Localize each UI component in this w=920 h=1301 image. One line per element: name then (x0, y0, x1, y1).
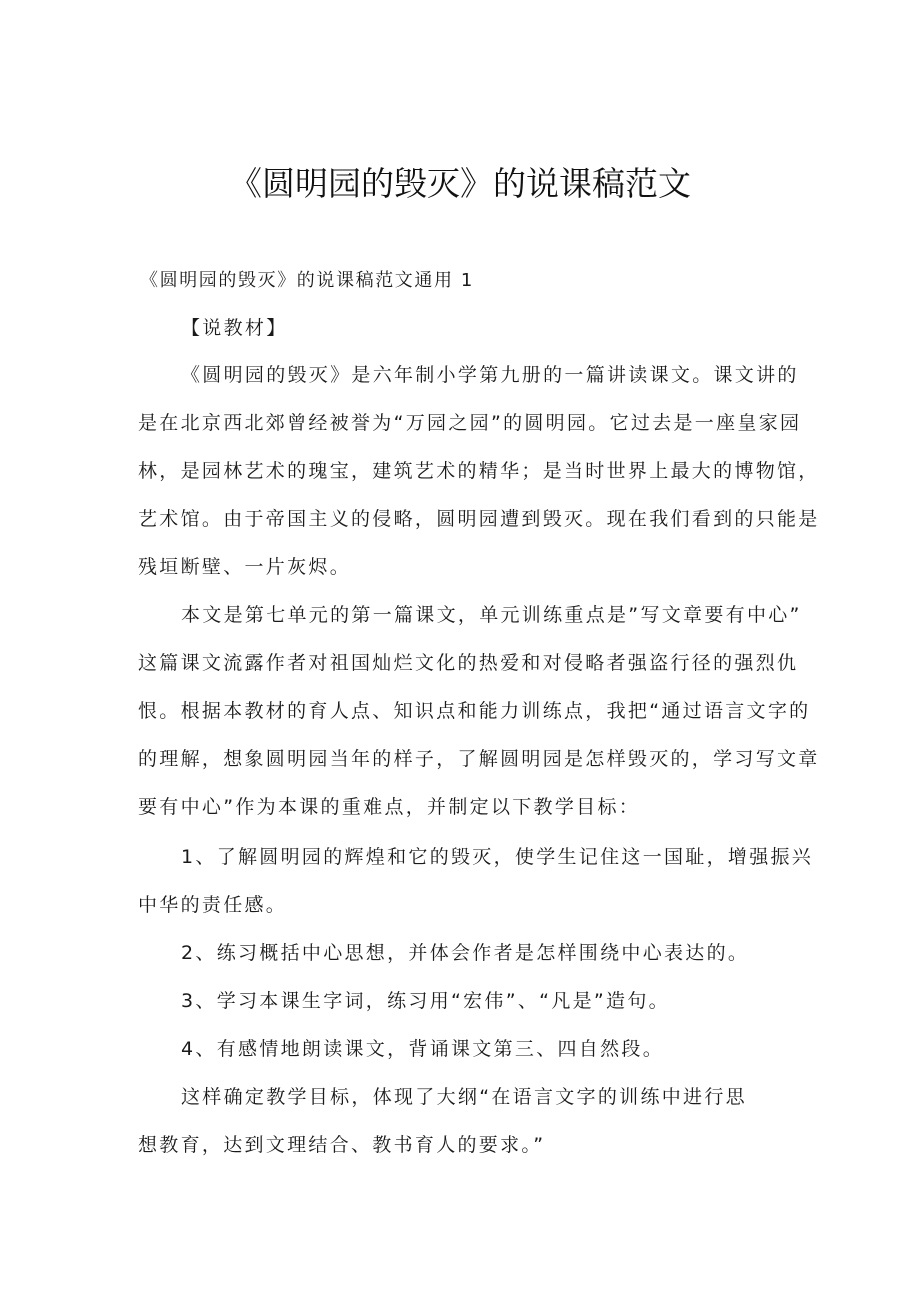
paragraph-line: 要有中心”作为本课的重难点，并制定以下教学目标： (138, 796, 641, 818)
paragraph-line: 《圆明园的毁灭》是六年制小学第九册的一篇讲读课文。课文讲的 (181, 364, 799, 386)
goal-item: 1、了解圆明园的辉煌和它的毁灭，使学生记住这一国耻，增强振兴 (181, 846, 814, 868)
paragraph-line: 艺术馆。由于帝国主义的侵略，圆明园遭到毁灭。现在我们看到的只能是 (138, 508, 820, 530)
paragraph-line: 本文是第七单元的第一篇课文，单元训练重点是”写文章要有中心” (181, 604, 802, 626)
goal-item: 2、练习概括中心思想，并体会作者是怎样围绕中心表达的。 (181, 942, 750, 964)
goal-item: 3、学习本课生字词，练习用“宏伟”、“凡是”造句。 (181, 990, 670, 1012)
goal-item: 4、有感情地朗读课文，背诵课文第三、四自然段。 (181, 1038, 664, 1060)
paragraph-line: 恨。根据本教材的育人点、知识点和能力训练点，我把“通过语言文字的 (138, 700, 811, 722)
paragraph-line: 这篇课文流露作者对祖国灿烂文化的热爱和对侵略者强盗行径的强烈仇 (138, 652, 799, 674)
paragraph-line: 想教育，达到文理结合、教书育人的要求。” (138, 1134, 546, 1156)
paragraph-line: 中华的责任感。 (138, 894, 288, 916)
paragraph-line: 林，是园林艺术的瑰宝，建筑艺术的精华；是当时世界上最大的博物馆， (138, 460, 820, 482)
document-subtitle: 《圆明园的毁灭》的说课稿范文通用 1 (140, 270, 474, 291)
paragraph-line: 的理解，想象圆明园当年的样子，了解圆明园是怎样毁灭的，学习写文章 (138, 748, 820, 770)
section-heading: 【说教材】 (181, 317, 288, 339)
document-title: 《圆明园的毁灭》的说课稿范文 (229, 164, 691, 203)
paragraph-line: 是在北京西北郊曾经被誉为“万园之园”的圆明园。它过去是一座皇家园 (138, 412, 802, 434)
paragraph-line: 残垣断壁、一片灰烬。 (138, 556, 352, 578)
paragraph-line: 这样确定教学目标，体现了大纲“在语言文字的训练中进行思 (181, 1086, 747, 1108)
